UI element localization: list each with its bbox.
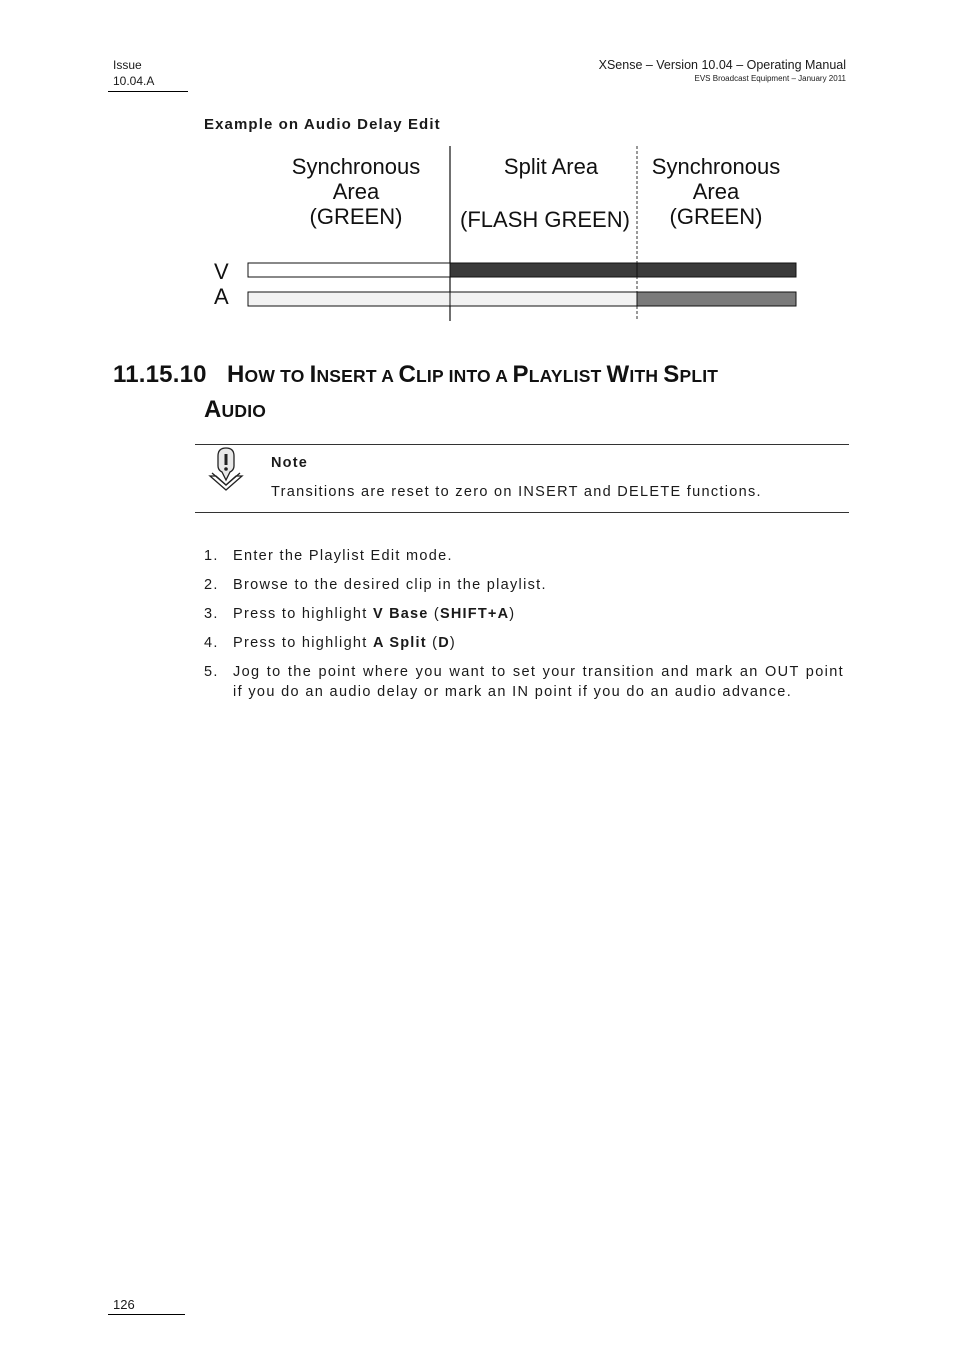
left-header-line-1: Synchronous <box>291 154 421 179</box>
right-area-header <box>652 154 780 229</box>
steps-list <box>204 546 844 711</box>
v-track-sync-right <box>637 263 796 277</box>
title-capital: A <box>204 396 222 423</box>
manual-subtitle: EVS Broadcast Equipment – January 2011 <box>694 74 846 83</box>
right-header-line-3: (GREEN) <box>669 204 763 229</box>
middle-header-line-1: Split Area <box>503 154 599 179</box>
step-text: Jog to the point where you want to set your transition and mark an OUT point if you do an audio delay or mark an IN point if you do an audio advance. <box>233 664 844 700</box>
step-number: 3. <box>204 606 219 622</box>
section-heading-line-1 <box>113 358 833 393</box>
step-text-prefix: Press to highlight <box>233 606 373 622</box>
header-issue <box>113 57 154 89</box>
title-capital: P <box>512 361 529 388</box>
step-text-mid: ( <box>428 606 441 622</box>
v-track-split <box>450 263 637 277</box>
right-header-line-2: Area <box>692 179 740 204</box>
left-area-header <box>292 154 420 229</box>
a-track-sync-left <box>248 292 450 306</box>
v-track-sync-left <box>248 263 450 277</box>
section-heading <box>113 358 833 428</box>
step-key-name: V Base <box>372 606 429 622</box>
right-header-line-1: Synchronous <box>651 154 781 179</box>
note-pen-icon <box>206 446 246 494</box>
title-small-caps: UDIO <box>221 401 267 421</box>
step-shortcut: D <box>438 635 450 651</box>
section-title-line-1 <box>227 361 718 388</box>
note-rule-top <box>195 444 849 445</box>
title-small-caps: ITH <box>629 366 664 386</box>
header-manual <box>599 57 846 85</box>
issue-number: 10.04.A <box>113 74 155 88</box>
step-text-suffix: ) <box>509 606 516 622</box>
list-item <box>204 662 844 702</box>
a-track-sync-right <box>637 292 796 306</box>
step-key-name: A Split <box>372 635 427 651</box>
list-item <box>204 604 844 624</box>
title-small-caps: LAYLIST <box>528 366 607 386</box>
note-title: Note <box>271 455 309 471</box>
issue-label: Issue <box>113 58 142 72</box>
list-item <box>204 633 844 653</box>
a-track-split <box>450 292 637 306</box>
left-header-line-3: (GREEN) <box>309 204 403 229</box>
step-number: 1. <box>204 548 219 564</box>
header-left-rule <box>108 91 188 92</box>
title-capital: S <box>663 361 680 388</box>
list-item <box>204 575 844 595</box>
page-number: 126 <box>113 1297 135 1312</box>
left-header-line-2: Area <box>332 179 380 204</box>
note-text: Transitions are reset to zero on INSERT and DELETE functions. <box>271 484 762 500</box>
step-shortcut: SHIFT+A <box>440 606 510 622</box>
middle-header-line-2: (FLASH GREEN) <box>460 207 630 232</box>
note-rule-bottom <box>195 512 849 513</box>
audio-delay-diagram <box>205 143 805 325</box>
step-number: 5. <box>204 664 219 680</box>
step-text-mid: ( <box>426 635 439 651</box>
title-capital: I <box>309 361 317 388</box>
step-text: Enter the Playlist Edit mode. <box>233 548 453 564</box>
section-number: 11.15.10 <box>113 361 207 388</box>
manual-title: XSense – Version 10.04 – Operating Manual <box>598 58 846 72</box>
title-capital: H <box>227 361 245 388</box>
example-caption: Example on Audio Delay Edit <box>204 116 441 133</box>
title-small-caps: PLIT <box>679 366 719 386</box>
track-v-label: V <box>214 259 229 284</box>
footer-rule <box>108 1314 185 1315</box>
step-text-suffix: ) <box>449 635 457 651</box>
title-small-caps: NSERT A <box>316 366 399 386</box>
step-text: Browse to the desired clip in the playlist. <box>233 577 547 593</box>
section-title-line-2 <box>113 393 833 428</box>
middle-area-header <box>460 154 630 232</box>
list-item <box>204 546 844 566</box>
step-number: 2. <box>204 577 219 593</box>
title-capital: W <box>606 361 630 388</box>
track-a-label: A <box>214 284 229 309</box>
step-number: 4. <box>204 635 219 651</box>
title-small-caps: LIP INTO A <box>416 366 513 386</box>
step-text-prefix: Press to highlight <box>233 635 373 651</box>
title-small-caps: OW TO <box>244 366 310 386</box>
title-capital: C <box>398 361 416 388</box>
